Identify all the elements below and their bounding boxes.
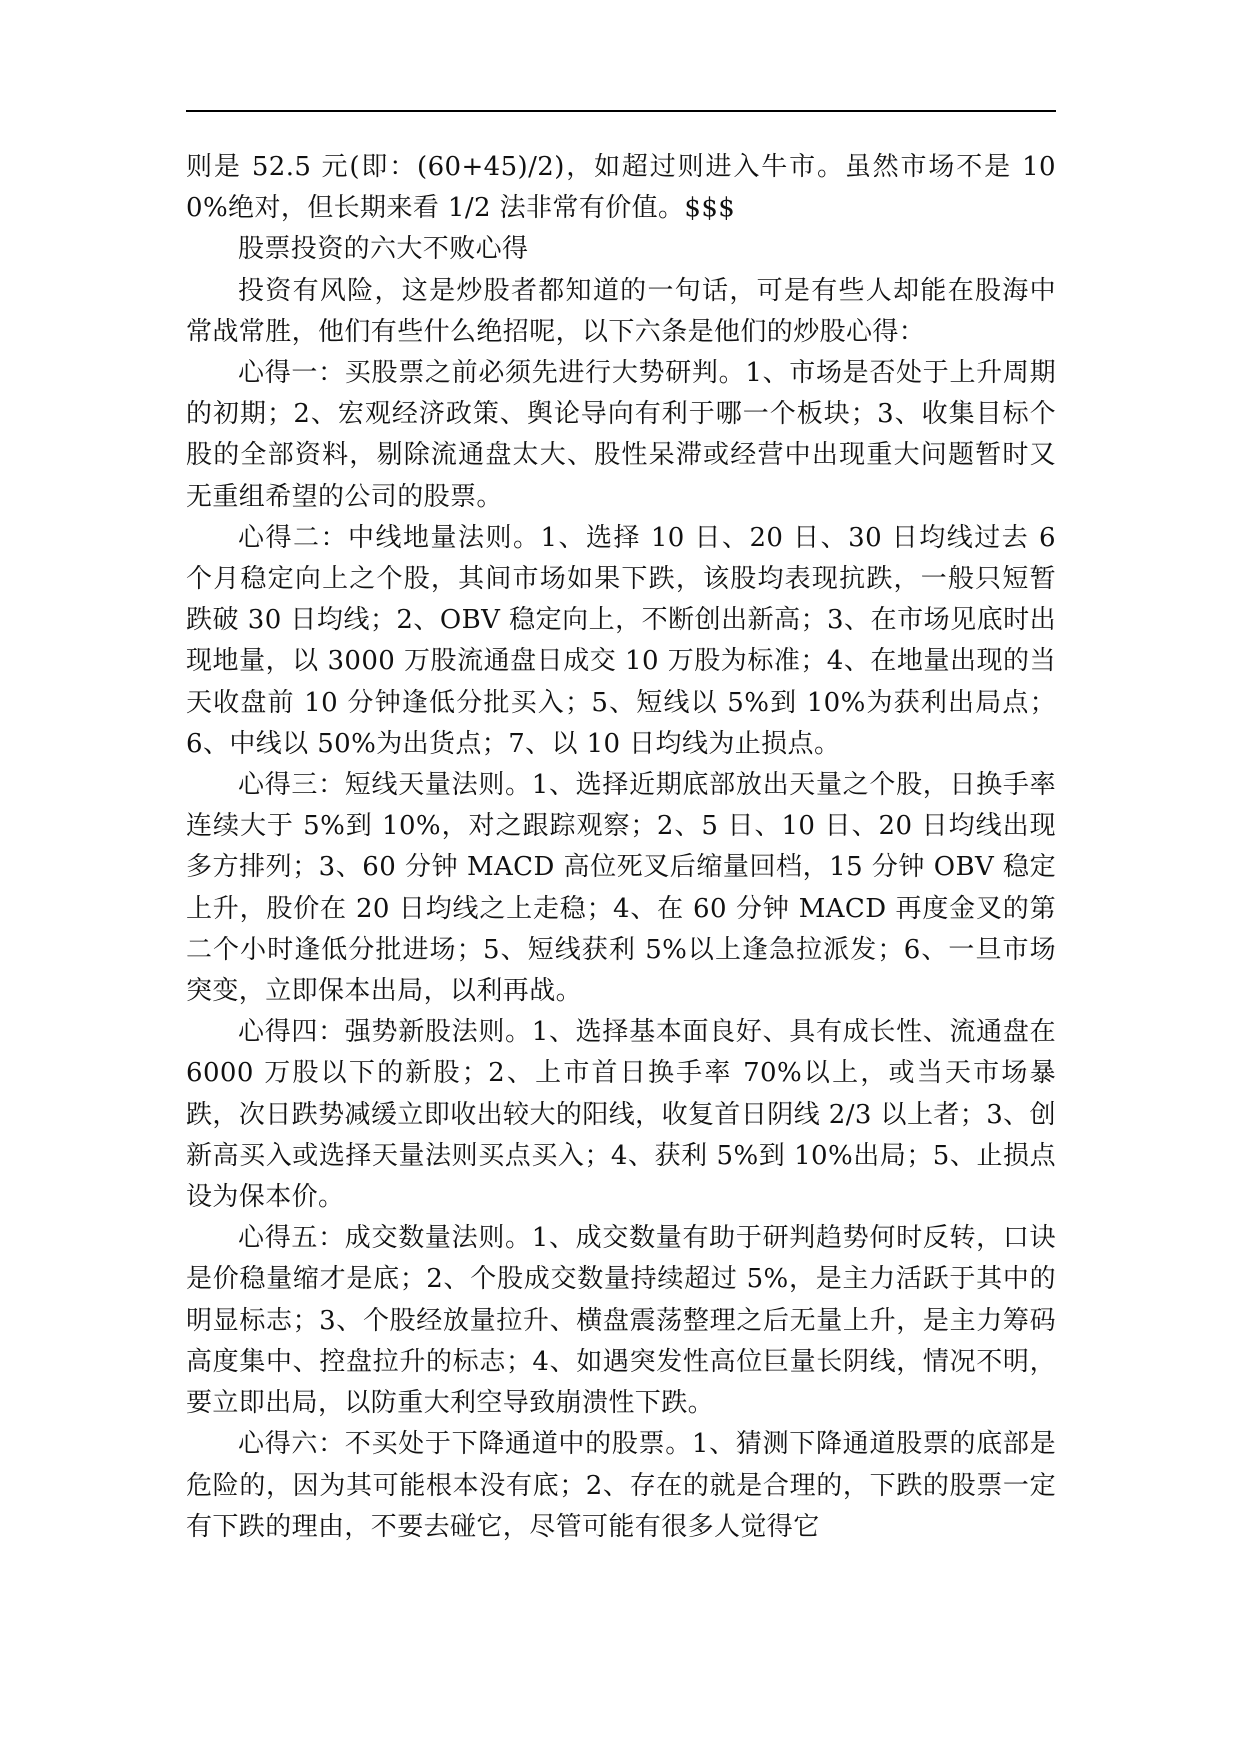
paragraph: 心得四：强势新股法则。1、选择基本面良好、具有成长性、流通盘在 6000 万股以下的新股；2、上市首日换手率 70%以上，或当天市场暴跌，次日跌势减缓立即收出较大的阳线，收复首日阴线 2/3 以上者；3、创新高买入或选择天量法则买点买入；4、获利 5%到 10%出局；5、止损点设为保本价。: [186, 1017, 1056, 1213]
paragraph: 心得一：买股票之前必须先进行大势研判。1、市场是否处于上升周期的初期；2、宏观经济政策、舆论导向有利于哪一个板块；3、收集目标个股的全部资料，剔除流通盘太大、股性呆滞或经营中出现重大问题暂时又无重组希望的公司的股票。: [186, 358, 1056, 512]
section-heading: 股票投资的六大不败心得: [238, 234, 529, 265]
document-body: [186, 147, 1056, 1548]
paragraph: 则是 52.5 元(即：(60+45)/2)，如超过则进入牛市。虽然市场不是 100%绝对，但长期来看 1/2 法非常有价值。$$$: [186, 152, 1056, 224]
paragraph: 心得五：成交数量法则。1、成交数量有助于研判趋势何时反转，口诀是价稳量缩才是底；2、个股成交数量持续超过 5%，是主力活跃于其中的明显标志；3、个股经放量拉升、横盘震荡整理之后无量上升，是主力筹码高度集中、控盘拉升的标志；4、如遇突发性高位巨量长阴线，情况不明，要立即出局，以防重大利空导致崩溃性下跌。: [186, 1223, 1056, 1419]
paragraph: 心得三：短线天量法则。1、选择近期底部放出天量之个股，日换手率连续大于 5%到 10%，对之跟踪观察；2、5 日、10 日、20 日均线出现多方排列；3、60 分钟 MACD 高位死叉后缩量回档，15 分钟 OBV 稳定上升，股价在 20 日均线之上走稳；4、在 60 分钟 MACD 再度金叉的第二个小时逢低分批进场；5、短线获利 5%以上逢急拉派发；6、一旦市场突变，立即保本出局，以利再战。: [186, 770, 1056, 1007]
paragraph: 投资有风险，这是炒股者都知道的一句话，可是有些人却能在股海中常战常胜，他们有些什么绝招呢，以下六条是他们的炒股心得：: [186, 275, 1056, 347]
paragraph: 心得二：中线地量法则。1、选择 10 日、20 日、30 日均线过去 6 个月稳定向上之个股，其间市场如果下跌，该股均表现抗跌，一般只短暂跌破 30 日均线；2、OBV 稳定向上，不断创出新高；3、在市场见底时出现地量，以 3000 万股流通盘日成交 10 万股为标准；4、在地量出现的当天收盘前 10 分钟逢低分批买入；5、短线以 5%到 10%为获利出局点；6、中线以 50%为出货点；7、以 10 日均线为止损点。: [186, 522, 1056, 759]
paragraph: 心得六：不买处于下降通道中的股票。1、猜测下降通道股票的底部是危险的，因为其可能根本没有底；2、存在的就是合理的，下跌的股票一定有下跌的理由，不要去碰它，尽管可能有很多人觉得它: [186, 1429, 1056, 1542]
header-rule: [186, 110, 1056, 112]
